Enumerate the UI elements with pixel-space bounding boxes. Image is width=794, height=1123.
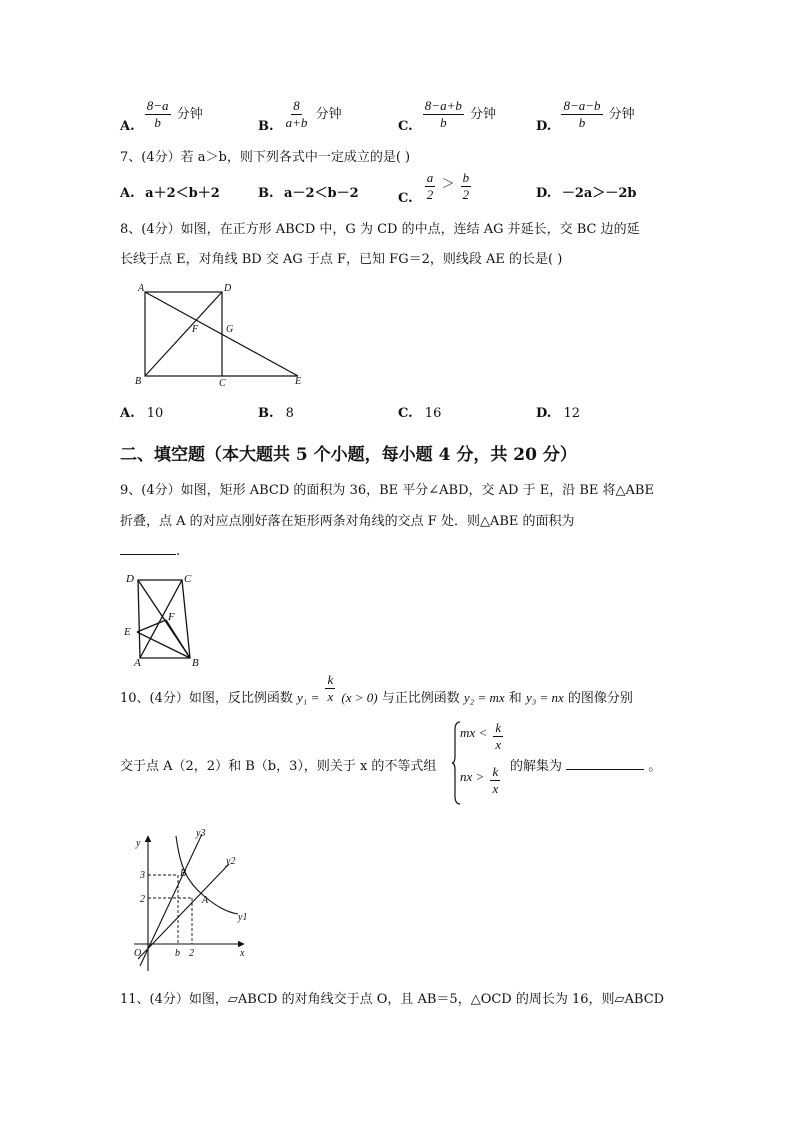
label-b: B xyxy=(192,657,199,668)
q8-option-b xyxy=(258,406,294,421)
numerator: a xyxy=(426,170,434,185)
q7-stem: 7、(4分）若 a＞b，则下列各式中一定成立的是( ) xyxy=(120,150,411,165)
q6-option-c xyxy=(398,98,496,134)
origin-label: O xyxy=(134,948,142,959)
fraction xyxy=(423,98,464,131)
answer-blank[interactable] xyxy=(120,540,176,555)
numerator: b xyxy=(462,170,470,185)
q6-option-b xyxy=(258,98,342,134)
k-over-x xyxy=(325,672,335,705)
unit: 分钟 xyxy=(469,107,496,122)
condition: (x > 0) xyxy=(341,690,378,705)
option-letter: B. xyxy=(258,119,274,134)
y2-formula: y₂ = mx xyxy=(463,690,505,705)
lhs: nx > xyxy=(460,769,485,784)
q7-option-d xyxy=(536,182,636,201)
label-f: F xyxy=(168,611,175,623)
numerator: 8−a+b xyxy=(424,98,462,113)
option-text: 16 xyxy=(424,406,442,421)
inequality-1 xyxy=(460,720,505,753)
tick-x-2: 2 xyxy=(189,948,194,959)
q7-option-c xyxy=(398,170,473,206)
denominator: x xyxy=(492,781,499,796)
numerator: k xyxy=(492,764,499,779)
denominator: 2 xyxy=(426,187,434,202)
label-a: A xyxy=(134,657,141,668)
q6-option-a xyxy=(120,98,203,134)
q8-square-figure xyxy=(130,280,310,390)
q8-option-c xyxy=(398,406,441,421)
denominator: b xyxy=(440,115,447,130)
option-text: a－2＜b－2 xyxy=(284,186,359,201)
label-g: G xyxy=(226,324,234,335)
x-axis-label: x xyxy=(240,948,245,959)
q9-stem-line-2: 折叠，点 A 的对应点刚好落在矩形两条对角线的交点 F 处．则△ABE 的面积为 xyxy=(120,514,575,529)
option-text: 8 xyxy=(285,406,294,421)
option-letter: A. xyxy=(120,186,135,201)
y-axis-label: y xyxy=(136,838,141,849)
label-f: F xyxy=(192,324,199,335)
period: 。 xyxy=(648,759,662,774)
y3-label: y3 xyxy=(196,828,206,839)
option-letter: C. xyxy=(398,191,413,206)
option-letter: B. xyxy=(258,186,274,201)
lhs: mx < xyxy=(460,725,488,740)
q10-stem-line-1 xyxy=(120,672,633,708)
numerator: 8−a xyxy=(146,98,169,113)
q8-option-d xyxy=(536,406,580,421)
q9-rectangle-figure xyxy=(120,568,210,668)
period: . xyxy=(176,544,181,559)
option-letter: B. xyxy=(258,406,274,421)
q11-stem-line-1: 11、(4分）如图，▱ABCD 的对角线交于点 O，且 AB＝5，△OCD 的周长为 16，则▱ABCD xyxy=(120,992,665,1007)
option-text: －2a＞－2b xyxy=(561,186,637,201)
q6-option-d xyxy=(536,98,635,134)
q10-stem-line-2: 交于点 A（2，2）和 B（b，3），则关于 x 的不等式组 xyxy=(120,759,437,774)
numerator: k xyxy=(327,672,334,687)
option-letter: C. xyxy=(398,119,413,134)
q8-stem-line-2: 长线于点 E，对角线 BD 交 AG 于点 F，已知 FG＝2，则线段 AE 的长是( ) xyxy=(120,252,563,267)
q9-answer-line xyxy=(120,540,180,559)
k-over-x xyxy=(490,764,500,797)
denominator: x xyxy=(495,737,502,752)
fraction-a-over-2 xyxy=(425,170,436,203)
option-text: a＋2＜b＋2 xyxy=(145,186,220,201)
y1-symbol: y₁ = xyxy=(297,690,320,705)
label-c: C xyxy=(184,573,192,585)
option-letter: C. xyxy=(398,406,413,421)
denominator: a+b xyxy=(285,115,308,130)
option-letter: D. xyxy=(536,186,552,201)
y3-formula: y₃ = nx xyxy=(525,690,564,705)
inequality-2 xyxy=(460,764,502,797)
option-letter: D. xyxy=(536,119,552,134)
label-d: D xyxy=(224,283,232,294)
q7-option-b xyxy=(258,182,359,201)
denominator: b xyxy=(578,115,586,130)
option-text: 12 xyxy=(563,406,581,421)
q9-stem-line-1: 9、(4分）如图，矩形 ABCD 的面积为 36，BE 平分∠ABD，交 AD 于 E，沿 BE 将△ABE xyxy=(120,483,654,498)
q8-option-a xyxy=(120,406,163,421)
denominator: x xyxy=(327,689,334,704)
q8-stem-line-1: 8、(4分）如图，在正方形 ABCD 中，G 为 CD 的中点，连结 AG 并延长，交 BC 边的延 xyxy=(120,222,640,237)
fraction xyxy=(145,98,171,131)
label-d: D xyxy=(126,573,134,585)
point-b-label: B xyxy=(180,868,187,879)
label-e: E xyxy=(124,626,131,638)
option-text: 10 xyxy=(146,406,164,421)
fraction-b-over-2 xyxy=(461,170,472,203)
text: 10、(4分）如图，反比例函数 xyxy=(120,691,293,706)
y1-label: y1 xyxy=(238,912,248,923)
text: 的解集为 xyxy=(510,759,563,774)
line-y3 xyxy=(140,834,202,966)
point-a-label: A xyxy=(202,895,209,906)
fraction xyxy=(561,98,602,131)
label-e: E xyxy=(295,376,302,387)
label-c: C xyxy=(219,378,226,389)
option-letter: A. xyxy=(120,406,135,421)
label-a: A xyxy=(138,283,145,294)
label-b: B xyxy=(135,376,142,387)
numerator: k xyxy=(495,720,502,735)
y2-label: y2 xyxy=(226,856,236,867)
option-letter: A. xyxy=(120,119,135,134)
fraction xyxy=(284,98,310,131)
q7-option-a xyxy=(120,182,220,201)
q6-options xyxy=(120,98,680,138)
numerator: 8−a−b xyxy=(563,98,601,113)
unit: 分钟 xyxy=(315,107,342,122)
unit: 分钟 xyxy=(608,107,635,122)
line-ef xyxy=(137,620,166,632)
numerator: 8 xyxy=(293,98,300,113)
text: 与正比例函数 xyxy=(381,691,460,706)
denominator: b xyxy=(154,115,161,130)
option-letter: D. xyxy=(536,406,552,421)
diagonal-bd xyxy=(145,292,222,376)
relation: ＞ xyxy=(441,177,455,192)
denominator: 2 xyxy=(462,187,470,202)
answer-blank[interactable] xyxy=(566,757,644,770)
section-title: 二、填空题（本大题共 5 个小题，每小题 4 分，共 20 分） xyxy=(120,445,577,465)
tick-3: 3 xyxy=(140,870,145,881)
tick-2: 2 xyxy=(140,894,145,905)
unit: 分钟 xyxy=(176,107,203,122)
q10-function-graph xyxy=(126,826,256,976)
tick-b: b xyxy=(175,948,180,959)
inequality-system xyxy=(452,720,512,806)
text: 的图像分别 xyxy=(567,691,633,706)
k-over-x xyxy=(493,720,503,753)
text: 和 xyxy=(508,691,522,706)
q10-stem-line-2-end xyxy=(510,755,661,774)
